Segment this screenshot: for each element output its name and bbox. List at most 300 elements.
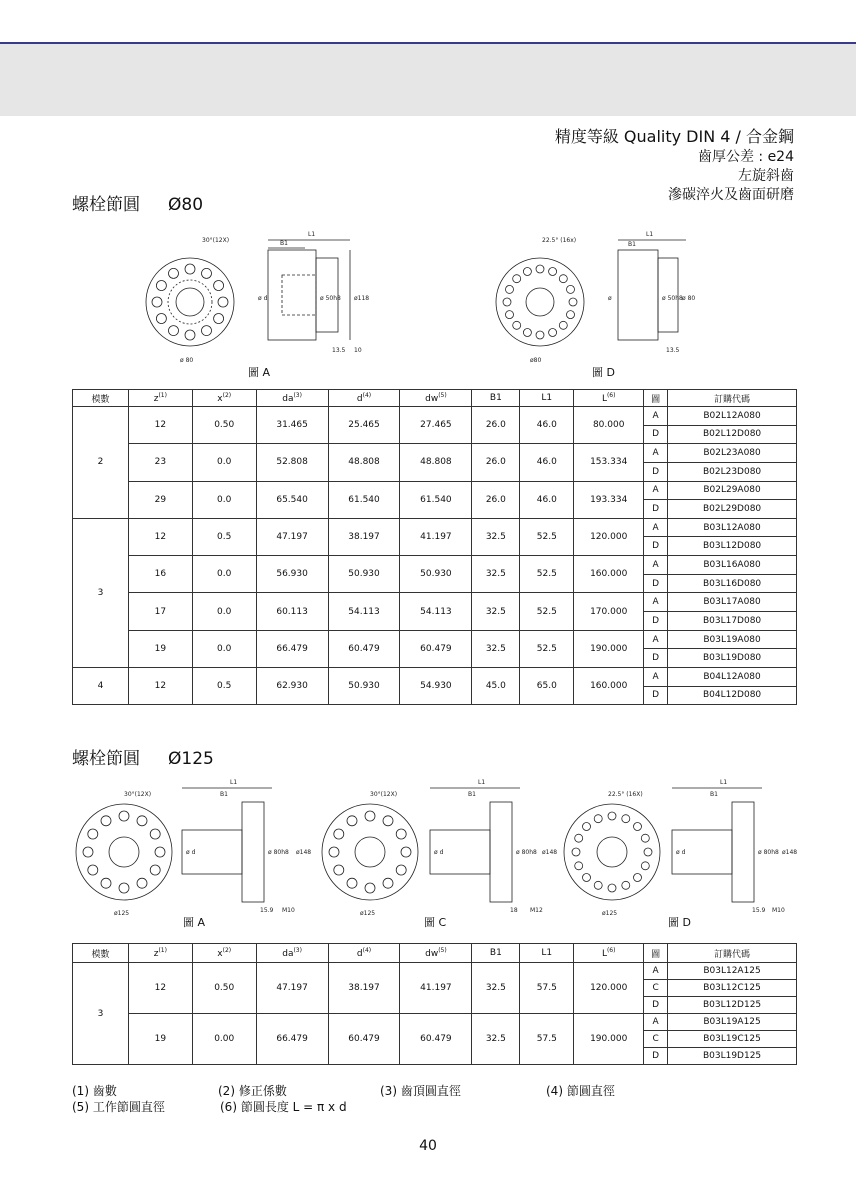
fig-a-d2-label: ø 50h8	[320, 295, 341, 302]
fig-a-pcd-label: ø 80	[180, 357, 194, 364]
d-cell: 50.930	[328, 667, 400, 704]
fig2a-d1-label: ø148	[296, 849, 312, 856]
fig2d-w2-label: M10	[772, 907, 785, 914]
dw-cell: 60.479	[400, 630, 472, 667]
order-code-cell: B03L12A125	[668, 963, 797, 980]
table-header-cell: $x^{(2)}$	[192, 390, 256, 407]
module-cell: 3	[73, 963, 129, 1065]
note-6: (6) 節圓長度 L = π x d	[220, 1100, 347, 1114]
l1-cell: 57.5	[520, 963, 574, 1014]
spec-block	[555, 126, 794, 205]
bolt-hole	[634, 823, 642, 831]
bolt-hole	[575, 834, 583, 842]
fig-a-l1-label: L1	[308, 231, 316, 238]
section2-diameter: Ø125	[168, 749, 214, 769]
order-code-cell: B02L29A080	[668, 481, 797, 500]
order-code-cell: B03L19D125	[668, 1048, 797, 1065]
bolt-hole	[396, 829, 406, 839]
da-cell: 66.479	[256, 630, 328, 667]
l-cell: 190.000	[574, 630, 644, 667]
bolt-hole	[506, 285, 514, 293]
fig2c-pcd-label: ø125	[360, 910, 376, 917]
l1-cell: 52.5	[520, 556, 574, 593]
module-cell: 3	[73, 518, 129, 667]
table-header-cell: B1	[472, 944, 520, 963]
section1-fig-a-caption: 圖 A	[248, 366, 271, 379]
figure-cell: D	[644, 500, 668, 519]
bolt-hole	[608, 812, 616, 820]
order-code-cell: B03L12C125	[668, 980, 797, 997]
table-header-cell: L1	[520, 944, 574, 963]
section1-title-text: 螺栓節圓	[72, 195, 140, 215]
bolt-hole	[329, 847, 339, 857]
table-row	[73, 667, 797, 686]
l-cell: 160.000	[574, 667, 644, 704]
dw-cell: 41.197	[400, 518, 472, 555]
figure-cell: A	[644, 593, 668, 612]
l1-cell: 52.5	[520, 518, 574, 555]
fig2c-d1-label: ø148	[542, 849, 558, 856]
x-cell: 0.0	[192, 481, 256, 518]
section2-title-text: 螺栓節圓	[72, 749, 140, 769]
fig2d-pcd-label: ø125	[602, 910, 618, 917]
table-header-cell: $dw^{(5)}$	[400, 390, 472, 407]
b1-cell: 26.0	[472, 481, 520, 518]
table-header-cell: $z^{(1)}$	[128, 390, 192, 407]
section1-figure-d	[490, 220, 700, 370]
bolt-hole	[88, 829, 98, 839]
l-cell: 193.334	[574, 481, 644, 518]
l-cell: 80.000	[574, 407, 644, 444]
l1-cell: 46.0	[520, 407, 574, 444]
note-5: (5) 工作節圓直徑	[72, 1100, 165, 1114]
fig-d-side-view	[618, 240, 686, 340]
b1-cell: 26.0	[472, 444, 520, 481]
header-band	[0, 44, 856, 116]
dw-cell: 50.930	[400, 556, 472, 593]
table-header-cell: $dw^{(5)}$	[400, 944, 472, 963]
figure-cell: D	[644, 649, 668, 668]
figure-cell: A	[644, 444, 668, 463]
fig-a-b1-label: B1	[280, 240, 288, 247]
da-cell: 60.113	[256, 593, 328, 630]
footnotes	[72, 1083, 615, 1115]
bolt-hole	[536, 331, 544, 339]
bolt-hole	[202, 268, 212, 278]
dw-cell: 48.808	[400, 444, 472, 481]
bolt-hole	[137, 878, 147, 888]
bolt-hole	[101, 816, 111, 826]
d-cell: 38.197	[328, 963, 400, 1014]
fig2d-w1-label: 15.9	[752, 907, 766, 914]
fig2c-w1-label: 18	[510, 907, 518, 914]
table-header-cell: 模數	[73, 944, 129, 963]
dw-cell: 41.197	[400, 963, 472, 1014]
fig-d-d1-label: ø 50h8	[662, 295, 683, 302]
table-header-cell: $d^{(4)}$	[328, 390, 400, 407]
figure-cell: A	[644, 630, 668, 649]
bolt-hole	[334, 865, 344, 875]
fig2d-pitch-label: 22.5° (16X)	[608, 791, 643, 798]
spec-quality: 精度等級 Quality DIN 4 / 合金鋼	[554, 127, 794, 146]
fig2a-w1-label: 15.9	[260, 907, 274, 914]
bolt-hole	[119, 811, 129, 821]
fig-d-b1-label: B1	[628, 241, 636, 248]
d-cell: 60.479	[328, 1014, 400, 1065]
order-code-cell: B03L17D080	[668, 612, 797, 631]
bolt-hole	[569, 298, 577, 306]
section1-diameter: Ø80	[168, 195, 204, 215]
figure-cell: D	[644, 1048, 668, 1065]
d-cell: 50.930	[328, 556, 400, 593]
fig-d-d3-label: ø 80	[682, 295, 696, 302]
order-code-cell: B03L19A080	[668, 630, 797, 649]
fig2c-d2-label: ø 80h8	[516, 849, 537, 856]
l-cell: 190.000	[574, 1014, 644, 1065]
figure-cell: C	[644, 980, 668, 997]
section2-fig-d-caption: 圖 D	[668, 916, 691, 929]
bolt-hole	[572, 848, 580, 856]
fig2a-pitch-label: 30°(12X)	[124, 791, 152, 798]
figure-cell: D	[644, 686, 668, 705]
bolt-hole	[156, 281, 166, 291]
fig2a-b1-label: B1	[220, 791, 228, 798]
section1-table	[72, 389, 797, 705]
order-code-cell: B02L23A080	[668, 444, 797, 463]
order-code-cell: B04L12D080	[668, 686, 797, 705]
fig-a-front-view	[146, 258, 234, 346]
note-3: (3) 齒頂圓直徑	[380, 1084, 461, 1098]
bolt-hole	[218, 297, 228, 307]
section1-figure-a	[140, 220, 380, 370]
table-header-cell: $d^{(4)}$	[328, 944, 400, 963]
x-cell: 0.5	[192, 518, 256, 555]
table-row	[73, 481, 797, 500]
section2-figure-d	[560, 772, 800, 922]
order-code-cell: B03L19D080	[668, 649, 797, 668]
d-cell: 48.808	[328, 444, 400, 481]
section2-title	[72, 744, 214, 769]
da-cell: 47.197	[256, 963, 328, 1014]
bolt-hole	[594, 881, 602, 889]
da-cell: 62.930	[256, 667, 328, 704]
d-cell: 38.197	[328, 518, 400, 555]
bolt-hole	[567, 285, 575, 293]
bolt-hole	[202, 326, 212, 336]
b1-cell: 32.5	[472, 1014, 520, 1065]
note-4: (4) 節圓直徑	[546, 1084, 615, 1098]
fig2c-d3-label: ø d	[434, 849, 444, 856]
table-header-row	[73, 390, 797, 407]
bolt-hole	[152, 297, 162, 307]
dw-cell: 60.479	[400, 1014, 472, 1065]
order-code-cell: B02L23D080	[668, 462, 797, 481]
figure-cell: D	[644, 537, 668, 556]
table-header-cell: $x^{(2)}$	[192, 944, 256, 963]
bolt-hole	[583, 874, 591, 882]
l-cell: 120.000	[574, 963, 644, 1014]
order-code-cell: B03L19C125	[668, 1031, 797, 1048]
note-2: (2) 修正係數	[218, 1084, 287, 1098]
table-row	[73, 963, 797, 980]
bolt-hole	[88, 865, 98, 875]
table-row	[73, 630, 797, 649]
bolt-hole	[523, 329, 531, 337]
figure-cell: A	[644, 518, 668, 537]
table-header-cell: L1	[520, 390, 574, 407]
z-cell: 12	[128, 407, 192, 444]
bolt-hole	[383, 816, 393, 826]
figure-cell: C	[644, 1031, 668, 1048]
l1-cell: 46.0	[520, 444, 574, 481]
order-code-cell: B03L19A125	[668, 1014, 797, 1031]
bolt-hole	[155, 847, 165, 857]
fig2a-pcd-label: ø125	[114, 910, 130, 917]
order-code-cell: B03L12A080	[668, 518, 797, 537]
bolt-hole	[150, 829, 160, 839]
da-cell: 66.479	[256, 1014, 328, 1065]
l-cell: 120.000	[574, 518, 644, 555]
table-header-cell: $da^{(3)}$	[256, 390, 328, 407]
figure-cell: A	[644, 481, 668, 500]
b1-cell: 26.0	[472, 407, 520, 444]
bolt-hole	[137, 816, 147, 826]
fig-a-pitch-label: 30°(12X)	[202, 237, 230, 244]
bolt-hole	[559, 321, 567, 329]
fig2d-b1-label: B1	[710, 791, 718, 798]
table-row	[73, 444, 797, 463]
fig2d-d1-label: ø148	[782, 849, 798, 856]
da-cell: 52.808	[256, 444, 328, 481]
module-cell: 4	[73, 667, 129, 704]
bolt-hole	[150, 865, 160, 875]
bolt-hole	[622, 815, 630, 823]
table-header-cell: 圖	[644, 944, 668, 963]
bolt-hole	[567, 311, 575, 319]
b1-cell: 45.0	[472, 667, 520, 704]
da-cell: 65.540	[256, 481, 328, 518]
b1-cell: 32.5	[472, 963, 520, 1014]
l1-cell: 52.5	[520, 630, 574, 667]
fig2c-b1-label: B1	[468, 791, 476, 798]
bolt-hole	[608, 884, 616, 892]
z-cell: 16	[128, 556, 192, 593]
table-header-cell: 模數	[73, 390, 129, 407]
bolt-hole	[523, 268, 531, 276]
bolt-hole	[383, 878, 393, 888]
figure-cell: D	[644, 612, 668, 631]
spec-treatment: 滲碳淬火及齒面研磨	[668, 187, 794, 203]
bolt-hole	[503, 298, 511, 306]
da-cell: 31.465	[256, 407, 328, 444]
bolt-hole	[536, 265, 544, 273]
bolt-hole	[549, 329, 557, 337]
order-code-cell: B02L12D080	[668, 425, 797, 444]
bolt-hole	[641, 862, 649, 870]
figure-cell: A	[644, 963, 668, 980]
figure-cell: A	[644, 407, 668, 426]
bolt-hole	[365, 883, 375, 893]
b1-cell: 32.5	[472, 518, 520, 555]
bolt-hole	[119, 883, 129, 893]
z-cell: 19	[128, 1014, 192, 1065]
order-code-cell: B03L16D080	[668, 574, 797, 593]
x-cell: 0.0	[192, 630, 256, 667]
bolt-hole	[156, 314, 166, 324]
l-cell: 160.000	[574, 556, 644, 593]
x-cell: 0.0	[192, 444, 256, 481]
section2-figure-c	[318, 772, 558, 922]
table-header-cell: B1	[472, 390, 520, 407]
figure-cell: D	[644, 462, 668, 481]
l1-cell: 57.5	[520, 1014, 574, 1065]
section1-title	[72, 190, 203, 215]
dw-cell: 61.540	[400, 481, 472, 518]
fig-a-w2-label: 10	[354, 347, 362, 354]
bolt-hole	[396, 865, 406, 875]
x-cell: 0.00	[192, 1014, 256, 1065]
z-cell: 19	[128, 630, 192, 667]
dw-cell: 54.113	[400, 593, 472, 630]
table-header-cell: 圖	[644, 390, 668, 407]
bolt-hole	[594, 815, 602, 823]
order-code-cell: B04L12A080	[668, 667, 797, 686]
table-header-cell: $L^{(6)}$	[574, 944, 644, 963]
fig2a-l1-label: L1	[230, 779, 238, 786]
bolt-hole	[214, 281, 224, 291]
bolt-hole	[634, 874, 642, 882]
bolt-hole	[559, 275, 567, 283]
fig2a-d2-label: ø 80h8	[268, 849, 289, 856]
order-code-cell: B03L16A080	[668, 556, 797, 575]
bolt-hole	[169, 326, 179, 336]
z-cell: 23	[128, 444, 192, 481]
fig-a-d1-label: ø118	[354, 295, 370, 302]
fig2d-l1-label: L1	[720, 779, 728, 786]
fig-a-w1-label: 13.5	[332, 347, 346, 354]
bolt-hole	[347, 816, 357, 826]
bolt-hole	[575, 862, 583, 870]
section2-figure-a	[72, 772, 312, 922]
table-header-cell: 訂購代碼	[668, 390, 797, 407]
bolt-hole	[347, 878, 357, 888]
table-row	[73, 1014, 797, 1031]
b1-cell: 32.5	[472, 630, 520, 667]
fig-d-w1-label: 13.5	[666, 347, 680, 354]
table-header-row	[73, 944, 797, 963]
fig-a-d3-label: ø d	[258, 295, 268, 302]
l1-cell: 46.0	[520, 481, 574, 518]
table-row	[73, 407, 797, 426]
d-cell: 60.479	[328, 630, 400, 667]
table-row	[73, 518, 797, 537]
bolt-hole	[622, 881, 630, 889]
table-header-cell: $L^{(6)}$	[574, 390, 644, 407]
z-cell: 12	[128, 518, 192, 555]
z-cell: 29	[128, 481, 192, 518]
fig2c-l1-label: L1	[478, 779, 486, 786]
b1-cell: 32.5	[472, 556, 520, 593]
z-cell: 12	[128, 667, 192, 704]
order-code-cell: B03L12D125	[668, 997, 797, 1014]
z-cell: 12	[128, 963, 192, 1014]
fig2a-w2-label: M10	[282, 907, 295, 914]
spec-tolerance: 齒厚公差 : e24	[697, 149, 794, 165]
figure-cell: A	[644, 1014, 668, 1031]
l1-cell: 52.5	[520, 593, 574, 630]
d-cell: 25.465	[328, 407, 400, 444]
figure-cell: D	[644, 425, 668, 444]
fig-d-l1-label: L1	[646, 231, 654, 238]
l-cell: 170.000	[574, 593, 644, 630]
bolt-hole	[185, 264, 195, 274]
fig2a-d3-label: ø d	[186, 849, 196, 856]
order-code-cell: B02L12A080	[668, 407, 797, 426]
page-number: 40	[419, 1138, 437, 1154]
fig2d-d3-label: ø d	[676, 849, 686, 856]
bolt-hole	[169, 268, 179, 278]
bolt-hole	[549, 268, 557, 276]
da-cell: 56.930	[256, 556, 328, 593]
section2-fig-a-caption: 圖 A	[183, 916, 206, 929]
fig-a-side-view	[268, 240, 350, 340]
figure-cell: A	[644, 667, 668, 686]
x-cell: 0.0	[192, 556, 256, 593]
table-row	[73, 556, 797, 575]
b1-cell: 32.5	[472, 593, 520, 630]
bolt-hole	[214, 314, 224, 324]
bolt-hole	[513, 275, 521, 283]
bolt-hole	[334, 829, 344, 839]
fig2c-w2-label: M12	[530, 907, 543, 914]
bolt-hole	[401, 847, 411, 857]
table-row	[73, 593, 797, 612]
section1-fig-d-caption: 圖 D	[592, 366, 615, 379]
l-cell: 153.334	[574, 444, 644, 481]
table-header-cell: 訂購代碼	[668, 944, 797, 963]
x-cell: 0.50	[192, 963, 256, 1014]
bolt-hole	[644, 848, 652, 856]
section2-fig-c-caption: 圖 C	[424, 916, 447, 929]
order-code-cell: B03L17A080	[668, 593, 797, 612]
figure-cell: D	[644, 997, 668, 1014]
order-code-cell: B02L29D080	[668, 500, 797, 519]
fig-d-front-view	[496, 258, 584, 346]
d-cell: 61.540	[328, 481, 400, 518]
fig2c-pitch-label: 30°(12X)	[370, 791, 398, 798]
x-cell: 0.50	[192, 407, 256, 444]
figure-cell: A	[644, 556, 668, 575]
bolt-hole	[83, 847, 93, 857]
dw-cell: 27.465	[400, 407, 472, 444]
figure-cell: D	[644, 574, 668, 593]
bolt-hole	[641, 834, 649, 842]
l1-cell: 65.0	[520, 667, 574, 704]
bolt-hole	[513, 321, 521, 329]
bolt-hole	[185, 330, 195, 340]
order-code-cell: B03L12D080	[668, 537, 797, 556]
note-1: (1) 齒數	[72, 1084, 117, 1098]
d-cell: 54.113	[328, 593, 400, 630]
table-header-cell: $da^{(3)}$	[256, 944, 328, 963]
section2-table	[72, 943, 797, 1065]
da-cell: 47.197	[256, 518, 328, 555]
dw-cell: 54.930	[400, 667, 472, 704]
bolt-hole	[506, 311, 514, 319]
bolt-hole	[365, 811, 375, 821]
z-cell: 17	[128, 593, 192, 630]
fig-d-pitch-label: 22.5° (16x)	[542, 237, 577, 244]
